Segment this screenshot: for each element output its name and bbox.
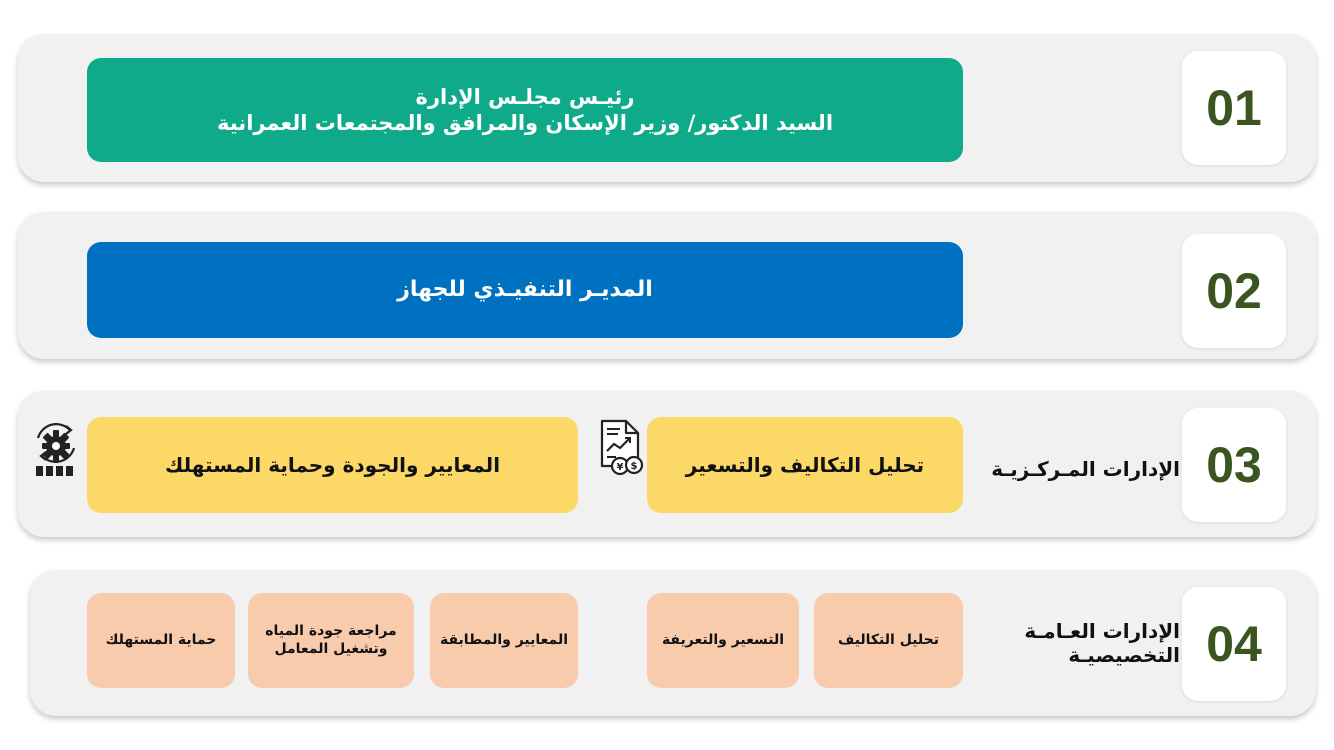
standards-quality-box bbox=[87, 417, 578, 513]
cost-analysis-box bbox=[814, 593, 963, 688]
svg-text:$: $ bbox=[630, 461, 638, 472]
pricing-tariff-box bbox=[647, 593, 799, 688]
water-quality-box bbox=[248, 593, 414, 688]
specialized-departments-label-line1: الإدارات العـامـة bbox=[1024, 619, 1180, 643]
chairman-box bbox=[87, 58, 963, 162]
gear-cycle-icon bbox=[28, 418, 84, 478]
consumer-protection-text: حماية المستهلك bbox=[105, 631, 217, 648]
executive-director-title: المديـر التنفيـذي للجهاز bbox=[397, 277, 653, 303]
financial-report-icon bbox=[596, 418, 646, 478]
consumer-protection-box bbox=[87, 593, 235, 688]
water-quality-text-line1: مراجعة جودة المياه bbox=[265, 623, 397, 639]
specialized-departments-label-line2: التخصيصيـة bbox=[1068, 643, 1180, 667]
cost-pricing-analysis-text: تحليل التكاليف والتسعير bbox=[685, 452, 925, 477]
chairman-title: رئيـس مجلـس الإدارة bbox=[415, 84, 635, 109]
pricing-tariff-text: التسعير والتعريفة bbox=[661, 631, 785, 648]
row-1-number: 01 bbox=[1182, 51, 1286, 165]
standards-conformity-text: المعايير والمطابقة bbox=[439, 631, 569, 648]
water-quality-text-line2: وتشغيل المعامل bbox=[274, 640, 388, 657]
cost-pricing-analysis-box bbox=[647, 417, 963, 513]
svg-text:¥: ¥ bbox=[616, 462, 624, 473]
standards-conformity-box bbox=[430, 593, 578, 688]
specialized-departments-label bbox=[975, 619, 1180, 667]
row-3-number: 03 bbox=[1182, 408, 1286, 522]
row-4-number: 04 bbox=[1182, 587, 1286, 701]
central-departments-label: الإدارات المـركـزيـة bbox=[991, 457, 1180, 481]
executive-director-box bbox=[87, 242, 963, 338]
cost-analysis-text: تحليل التكاليف bbox=[838, 631, 939, 648]
row-2-number: 02 bbox=[1182, 234, 1286, 348]
standards-quality-text: المعايير والجودة وحماية المستهلك bbox=[164, 452, 501, 477]
chairman-name: السيد الدكتور/ وزير الإسكان والمرافق والمجتمعات العمرانية bbox=[217, 111, 834, 135]
